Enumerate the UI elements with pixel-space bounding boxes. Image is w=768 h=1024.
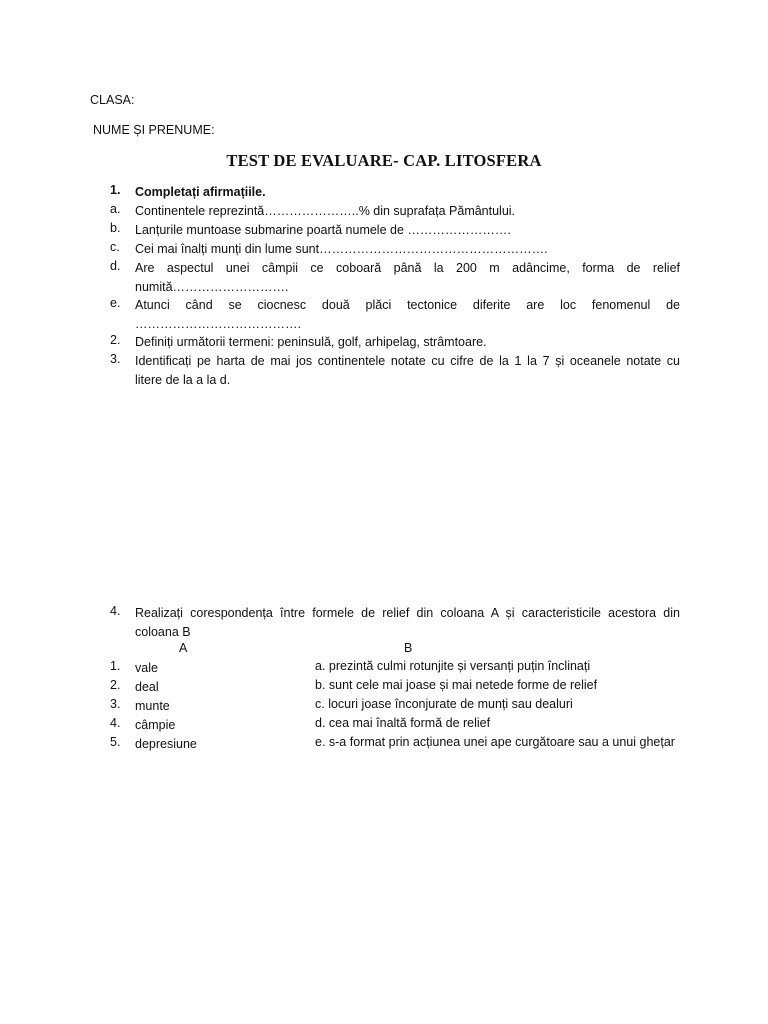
question-text-line-2: litere de la a la d. xyxy=(135,372,231,387)
column-a-cell: deal xyxy=(135,680,159,694)
list-item xyxy=(110,259,680,297)
item-text: Continentele reprezintă…………………..% din suprafața Pământului. xyxy=(135,204,516,218)
column-a-cell: munte xyxy=(135,699,170,713)
name-label: NUME ȘI PRENUME: xyxy=(93,123,215,137)
question-text-line-2: coloana B xyxy=(135,624,191,639)
page-title: TEST DE EVALUARE- CAP. LITOSFERA xyxy=(226,151,542,170)
question-number: 1. xyxy=(110,183,121,197)
list-item xyxy=(110,240,680,259)
question-text-line-1: Realizați corespondența între formele de relief din coloana A și caracteristicile acestora din xyxy=(135,606,680,620)
row-number: 2. xyxy=(110,678,121,692)
item-text-line-2: …………………………………. xyxy=(135,316,301,331)
column-b-cell: a. prezintă culmi rotunjite și versanți puțin înclinați xyxy=(315,659,591,673)
column-a-cell: depresiune xyxy=(135,737,197,751)
item-text: Lanțurile muntoase submarine poartă numele de ……………………. xyxy=(135,223,511,237)
column-a-cell: câmpie xyxy=(135,718,176,732)
question-number: 4. xyxy=(110,604,121,618)
column-b-cell: d. cea mai înaltă formă de relief xyxy=(315,716,491,730)
question-2 xyxy=(110,333,680,352)
question-text: Definiți următorii termeni: peninsulă, golf, arhipelag, strâmtoare. xyxy=(135,335,487,349)
row-number: 1. xyxy=(110,659,121,673)
item-text: Cei mai înalți munți din lume sunt………………………………………………. xyxy=(135,242,548,256)
item-text-line-2: numită………………………. xyxy=(135,279,289,294)
column-b-cell: e. s-a format prin acțiunea unei ape curgătoare sau a unui ghețar xyxy=(315,735,675,749)
item-letter: c. xyxy=(110,240,120,254)
list-item xyxy=(110,296,680,334)
item-text-line-1: Atunci când se ciocnesc două plăci tectonice diferite are loc fenomenul de xyxy=(135,298,680,312)
question-3 xyxy=(110,352,680,390)
list-item xyxy=(110,202,680,221)
list-item xyxy=(110,221,680,240)
row-number: 4. xyxy=(110,716,121,730)
item-text-line-1: Are aspectul unei câmpii ce coboară până la 200 m adâncime, forma de relief xyxy=(135,261,680,275)
question-text-line-1: Identificați pe harta de mai jos continentele notate cu cifre de la 1 la 7 și oceanele notate cu xyxy=(135,354,680,368)
item-letter: d. xyxy=(110,259,121,273)
question-number: 3. xyxy=(110,352,121,366)
item-letter: e. xyxy=(110,296,121,310)
row-number: 5. xyxy=(110,735,121,749)
item-letter: a. xyxy=(110,202,121,216)
column-a-cell: vale xyxy=(135,661,158,675)
question-text: Completați afirmațiile. xyxy=(135,185,266,199)
column-b-header: B xyxy=(404,641,413,655)
question-1 xyxy=(110,183,680,202)
question-4 xyxy=(110,604,680,642)
column-b-cell: c. locuri joase înconjurate de munți sau dealuri xyxy=(315,697,573,711)
class-label: CLASA: xyxy=(90,93,135,107)
column-b-cell: b. sunt cele mai joase și mai netede forme de relief xyxy=(315,678,598,692)
column-a-header: A xyxy=(179,641,188,655)
question-number: 2. xyxy=(110,333,121,347)
row-number: 3. xyxy=(110,697,121,711)
item-letter: b. xyxy=(110,221,121,235)
